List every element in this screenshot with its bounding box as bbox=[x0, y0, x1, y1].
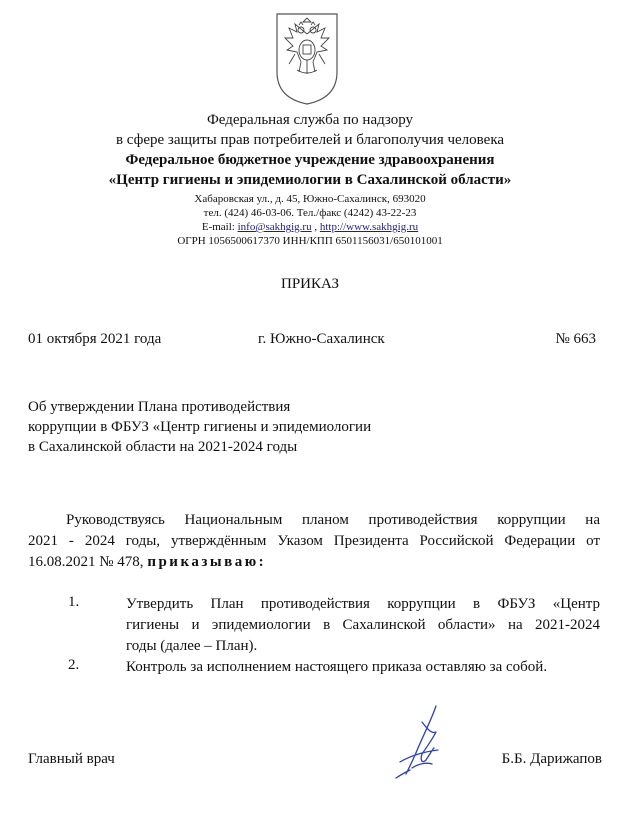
document-date: 01 октября 2021 года bbox=[28, 331, 162, 347]
organization-phones: тел. (424) 46-03-06. Тел./факс (4242) 43-22-23 bbox=[203, 207, 417, 219]
email-link[interactable]: info@sakhgig.ru bbox=[237, 221, 312, 233]
organization-name-line1: Федеральное бюджетное учреждение здравоохранения bbox=[125, 152, 495, 168]
contact-separator: , bbox=[311, 221, 320, 233]
coat-of-arms-emblem bbox=[275, 10, 339, 106]
preamble-paragraph bbox=[28, 510, 600, 573]
agency-name-line2: в сфере защиты прав потребителей и благополучия человека bbox=[115, 132, 505, 148]
organization-registration: ОГРН 1056500617370 ИНН/КПП 6501156031/650101001 bbox=[177, 235, 443, 247]
email-prefix: E-mail: bbox=[201, 221, 238, 233]
item-2-line1: Контроль за исполнением настоящего приказа оставляю за собой. bbox=[126, 659, 548, 675]
item-number: 1. bbox=[68, 594, 80, 610]
list-item bbox=[126, 657, 600, 678]
subject-line1: Об утверждении Плана противодействия bbox=[28, 399, 291, 415]
organization-address: Хабаровская ул., д. 45, Южно-Сахалинск, 693020 bbox=[194, 193, 426, 205]
preamble-decree-reference: 16.08.2021 № 478, bbox=[28, 554, 148, 570]
item-1-line1: Утвердить План противодействия коррупции в ФБУЗ «Центр bbox=[126, 596, 600, 612]
signatory-name: Б.Б. Дарижапов bbox=[501, 751, 602, 767]
subject-line3: в Сахалинской области на 2021-2024 годы bbox=[28, 439, 298, 455]
website-link[interactable]: http://www.sakhgig.ru bbox=[319, 221, 419, 233]
list-item bbox=[126, 594, 600, 657]
order-keyword: приказываю: bbox=[147, 554, 267, 570]
preamble-line1: Руководствуясь Национальным планом противодействия коррупции на bbox=[66, 512, 600, 528]
agency-name-line1: Федеральная служба по надзору bbox=[206, 112, 414, 128]
preamble-line3 bbox=[28, 552, 600, 573]
item-1-line2: гигиены и эпидемиологии в Сахалинской области» на 2021-2024 bbox=[126, 617, 600, 633]
handwritten-signature bbox=[392, 704, 452, 782]
document-city: г. Южно-Сахалинск bbox=[258, 331, 385, 347]
item-1-line3: годы (далее – План). bbox=[126, 638, 258, 654]
organization-contacts bbox=[0, 220, 620, 234]
item-number: 2. bbox=[68, 657, 80, 673]
signatory-position: Главный врач bbox=[28, 751, 115, 767]
document-title: ПРИКАЗ bbox=[281, 276, 339, 292]
organization-name-line2: «Центр гигиены и эпидемиологии в Сахалинской области» bbox=[108, 172, 512, 188]
document-number: № 663 bbox=[555, 331, 596, 347]
preamble-line2: 2021 - 2024 годы, утверждённым Указом Президента Российской Федерации от bbox=[28, 533, 600, 549]
subject-line2: коррупции в ФБУЗ «Центр гигиены и эпидемиологии bbox=[28, 419, 372, 435]
